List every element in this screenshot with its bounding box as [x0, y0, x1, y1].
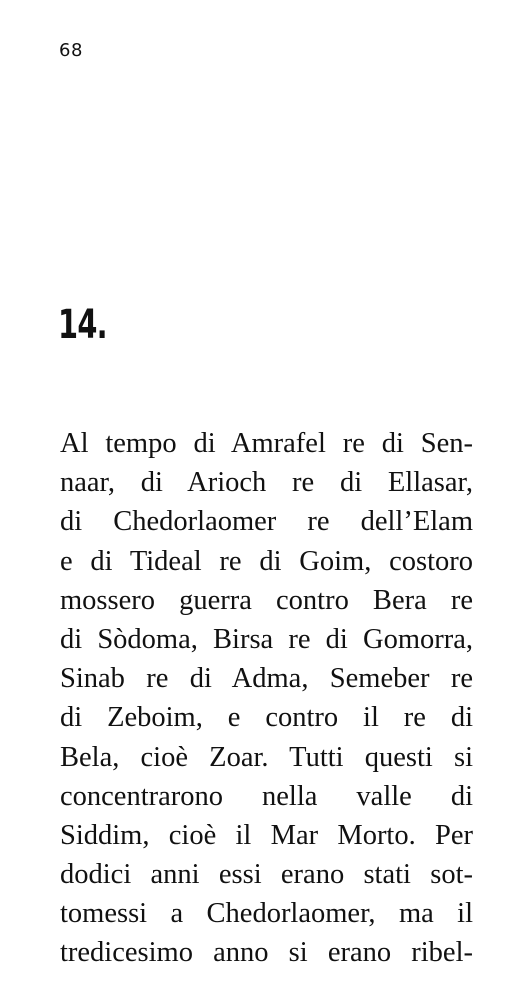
text-line: Sinab re di Adma, Semeber re — [60, 663, 473, 695]
text-line: tredicesimo anno si erano ribel- — [60, 937, 473, 969]
body-text — [60, 424, 473, 973]
text-line: naar, di Arioch re di Ellasar, — [60, 467, 473, 499]
text-line: tomessi a Chedorlaomer, ma il — [60, 898, 473, 930]
text-line: Bela, cioè Zoar. Tutti questi si — [60, 741, 473, 773]
text-line: Al tempo di Amrafel re di Sen- — [60, 428, 473, 459]
text-line: mossero guerra contro Bera re — [60, 584, 473, 616]
text-line: Siddim, cioè il Mar Morto. Per — [60, 819, 473, 851]
text-line: di Zeboim, e contro il re di — [60, 702, 473, 734]
page-number: 68 — [59, 40, 83, 61]
text-line: e di Tideal re di Goim, costoro — [60, 545, 473, 577]
text-line: dodici anni essi erano stati sot- — [60, 859, 473, 891]
chapter-heading: 14. — [58, 302, 107, 348]
text-line: di Chedorlaomer re dell’Elam — [60, 506, 473, 538]
text-line: di Sòdoma, Birsa re di Gomorra, — [60, 623, 473, 655]
text-line: concentrarono nella valle di — [60, 780, 473, 812]
